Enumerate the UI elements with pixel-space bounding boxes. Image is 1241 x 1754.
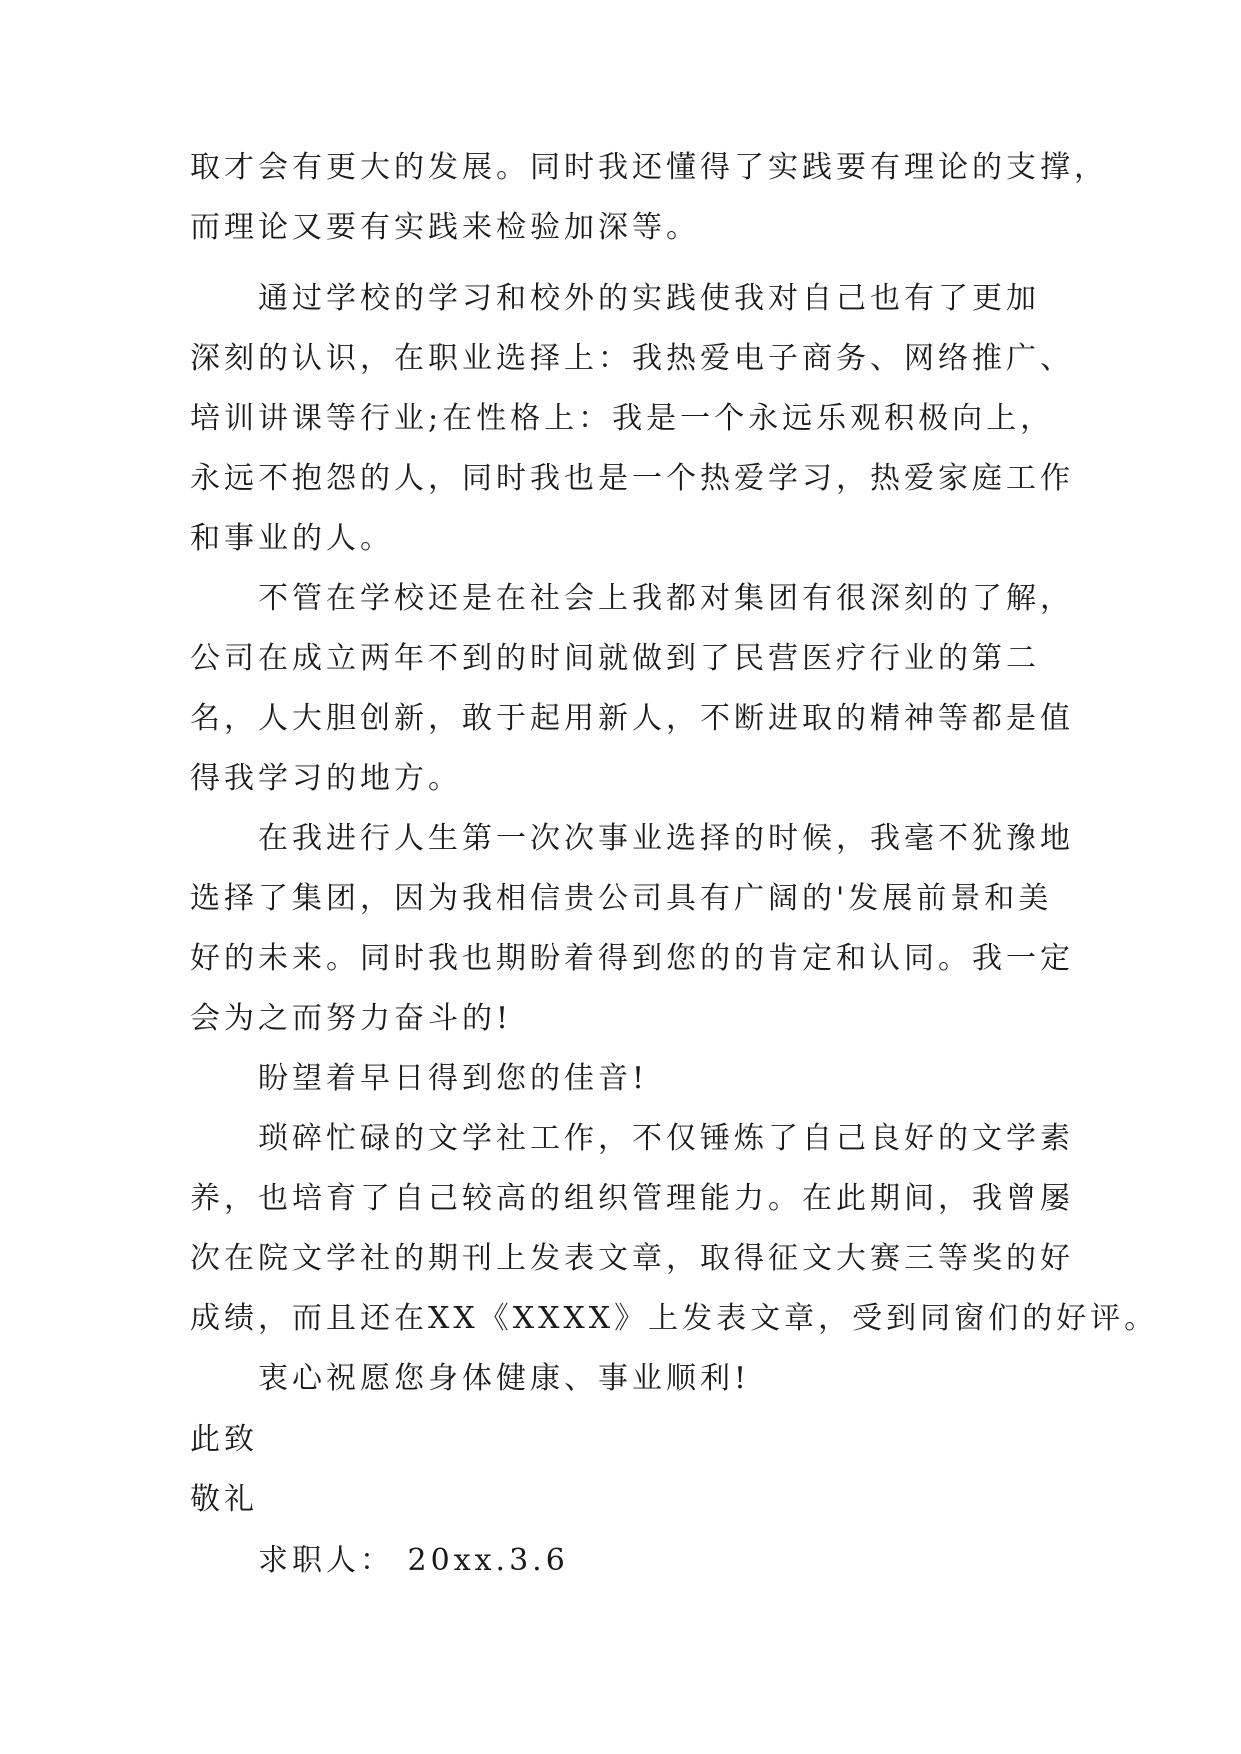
text-line: 培训讲课等行业;在性格上：我是一个永远乐观积极向上， <box>190 401 1055 436</box>
text-line: 得我学习的地方。 <box>190 761 462 796</box>
closing-regards: 敬礼 <box>190 1482 258 1517</box>
text-line: 好的未来。同时我也期盼着得到您的的肯定和认同。我一定 <box>190 941 1074 976</box>
closing-salutation: 此致 <box>190 1422 258 1457</box>
text-line: 名，人大胆创新，敢于起用新人，不断进取的精神等都是值 <box>190 701 1074 736</box>
text-line: 在我进行人生第一次次事业选择的时候，我毫不犹豫地 <box>258 821 1074 856</box>
text-line: 次在院文学社的期刊上发表文章，取得征文大赛三等奖的好 <box>190 1241 1074 1276</box>
text-line: 和事业的人。 <box>190 521 394 556</box>
text-line: 取才会有更大的发展。同时我还懂得了实践要有理论的支撑， <box>190 150 1108 185</box>
signature-date-line: 求职人： 20xx.3.6 <box>258 1543 569 1578</box>
text-line: 琐碎忙碌的文学社工作，不仅锤炼了自己良好的文学素 <box>258 1121 1074 1156</box>
text-line: 而理论又要有实践来检验加深等。 <box>190 210 700 245</box>
text-line: 永远不抱怨的人，同时我也是一个热爱学习，热爱家庭工作 <box>190 461 1074 496</box>
text-line: 养，也培育了自己较高的组织管理能力。在此期间，我曾屡 <box>190 1181 1074 1216</box>
text-line: 公司在成立两年不到的时间就做到了民营医疗行业的第二 <box>190 641 1040 676</box>
text-line: 深刻的认识，在职业选择上：我热爱电子商务、网络推广、 <box>190 341 1074 376</box>
text-line: 通过学校的学习和校外的实践使我对自己也有了更加 <box>258 281 1040 316</box>
text-line: 选择了集团，因为我相信贵公司具有广阔的'发展前景和美 <box>190 881 1053 916</box>
text-line: 不管在学校还是在社会上我都对集团有很深刻的了解， <box>258 581 1074 616</box>
text-line: 成绩，而且还在XX《XXXX》上发表文章，受到同窗们的好评。 <box>190 1301 1159 1336</box>
text-line: 衷心祝愿您身体健康、事业顺利! <box>258 1361 751 1396</box>
text-line: 会为之而努力奋斗的! <box>190 1001 513 1036</box>
text-line: 盼望着早日得到您的佳音! <box>258 1061 649 1096</box>
